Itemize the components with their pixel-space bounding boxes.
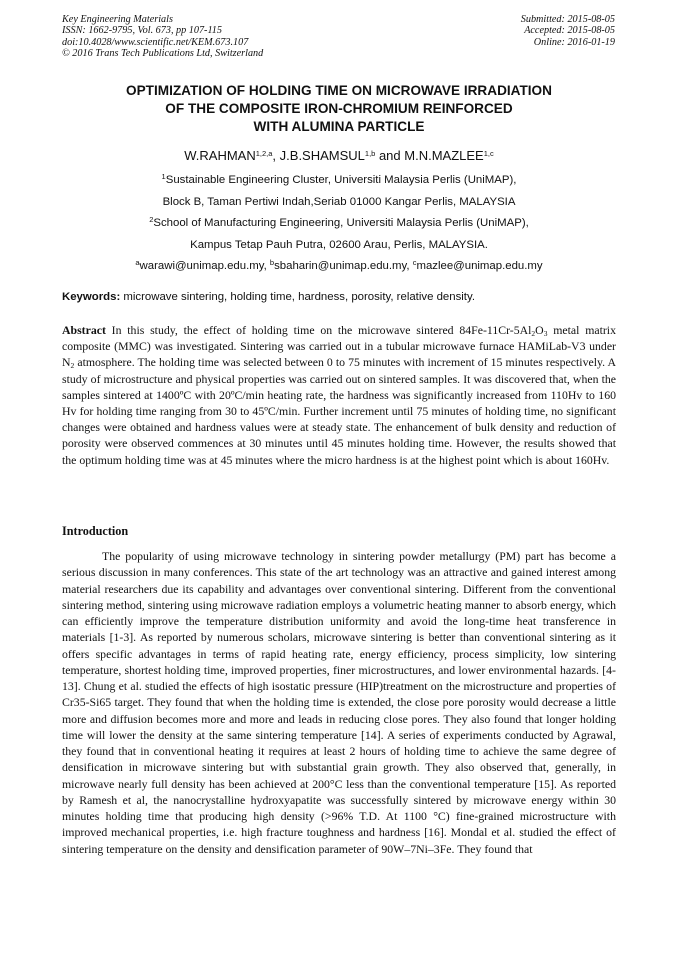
affiliations <box>62 170 616 278</box>
introduction-paragraph: The popularity of using microwave technology in sintering powder metallurgy (PM) part has become a serious discussion in many conferences. This state of the art technology was an attractive and gained interest among material researchers due its capability and advantages over conventional sintering. Different from the conventional sintering method, sintering using microwave radiation employs a volumetric heating manner to absorb energy, which can efficiently improve the temperature distribution uniformity and avoid the long-time heat transference in materials [1-3]. As reported by numerous scholars, microwave sintering is better than conventional sintering as it offers specific advantages in terms of rapid heating rate, energy efficiency, process simplicity, low sintering temperature, shortest holding time, improved properties, finer microstructures, and lower environmental hazards. [4-13]. Chung et al. studied the effects of high isostatic pressure (HIP)treatment on the microstructure and properties of Cr35-Si65 target. They found that when the holding time is extended, the close pore porosity would decrease a little more and diffusion becomes more and more and leads in reducing close pores. They also found that longer holding time will lower the density at the same sintering temperature [14]. A series of experiments conducted by Agrawal, they found that in conventional heating it requires at least 2 hours of holding time to achieve the same degree of densification in microwave sintering but with substantial grain growth. They also observed that, generally, in microwave nearly full density has been achieved at 200°C less than the conventional temperature [15]. As reported by Ramesh et al, the nanocrystalline hydroxyapatite was successfully sintered by microwave energy within 30 minutes holding time that producing high density (>96% T.D. At 1100 °C) fine-grained microstructure with improved mechanical properties, i.e. high fracture toughness and hardness [16]. Mondal et al. studied the effect of sintering temperature on the density and densification parameter of 90W–7Ni–3Fe. They found that <box>62 549 616 856</box>
author-separator: and <box>375 148 405 163</box>
subscript: 3 <box>543 329 548 338</box>
affiliation-text: Sustainable Engineering Cluster, Universiti Malaysia Perlis (UniMAP), <box>165 174 517 186</box>
title-line: OF THE COMPOSITE IRON-CHROMIUM REINFORCED <box>165 101 513 116</box>
author-name: J.B.SHAMSUL <box>279 148 365 163</box>
paper-title <box>62 82 616 136</box>
online-date: Online: 2016-01-19 <box>533 36 615 48</box>
journal-header-right <box>355 14 615 48</box>
email-line <box>62 256 616 278</box>
journal-name: Key Engineering Materials <box>62 14 173 25</box>
abstract-label: Abstract <box>62 323 106 337</box>
title-line: OPTIMIZATION OF HOLDING TIME ON MICROWAVE IRRADIATION <box>126 83 552 98</box>
submitted-date: Submitted: 2015-08-05 <box>520 14 615 25</box>
keywords-text: microwave sintering, holding time, hardness, porosity, relative density. <box>120 291 475 303</box>
email-marker: c <box>412 258 417 268</box>
author-affiliation-marker: 1,2,a <box>255 149 273 158</box>
subscript: 2 <box>531 329 536 338</box>
author-separator: , <box>272 148 280 163</box>
author-affiliation-marker: 1,c <box>483 149 494 158</box>
abstract-text: In this study, the effect of holding time on the microwave sintered 84Fe-11Cr-5Al <box>105 323 532 337</box>
abstract-text: O <box>535 323 544 337</box>
affiliation-marker: 2 <box>149 215 154 225</box>
abstract-text: atmosphere. The holding time was selected between 0 to 75 minutes with increment of 15 minutes respectively. A study of microstructure and physical properties was carried out on sintered samples. It was discovered that, when the samples sintered at 1400ºC with 20ºC/min heating rate, the hardness was significantly increased from 110Hv to 160 Hv for holding time ranging from 30 to 45ºC/min. Further increment until 75 minutes of holding time, no significant changes were obtained and hardness values were at steady state. The enhancement of bulk density and reduction of porosity were observed commences at 30 minutes until 45 minutes holding time. However, the results showed that the optimum holding time was at 45 minutes where the micro hardness is at the highest point which is about 160Hv. <box>62 355 616 467</box>
accepted-date: Accepted: 2015-08-05 <box>524 25 615 37</box>
email-marker: a <box>135 258 140 268</box>
affiliation-line: Block B, Taman Pertiwi Indah,Seriab 01000 Kangar Perlis, MALAYSIA <box>162 195 516 208</box>
journal-header-left <box>62 14 382 60</box>
author-list <box>62 148 616 164</box>
affiliation-line: Kampus Tetap Pauh Putra, 02600 Arau, Perlis, MALAYSIA. <box>190 238 488 251</box>
subscript: 2 <box>70 361 75 371</box>
author-name: W.RAHMAN <box>184 148 256 163</box>
email-link[interactable]: sbaharin@unimap.edu.my, <box>274 260 413 273</box>
journal-doi[interactable]: doi:10.4028/www.scientific.net/KEM.673.107 <box>62 36 249 48</box>
affiliation-line <box>62 170 616 192</box>
section-heading: Introduction <box>62 524 129 538</box>
email-link[interactable]: mazlee@unimap.edu.my <box>416 260 543 273</box>
journal-issn: ISSN: 1662-9795, Vol. 673, pp 107-115 <box>62 25 222 37</box>
author-name: M.N.MAZLEE <box>404 148 484 163</box>
abstract-text: metal matrix composite (MMC) was investigated. Sintering was carried out in a tubular microwave furnace HAMiLab-V3 under N <box>62 323 616 370</box>
keywords-label: Keywords: <box>62 291 121 303</box>
email-marker: b <box>269 258 275 268</box>
title-line: WITH ALUMINA PARTICLE <box>253 119 425 134</box>
keywords <box>62 290 616 304</box>
author-affiliation-marker: 1,b <box>364 149 376 158</box>
abstract <box>62 322 616 468</box>
journal-copyright: © 2016 Trans Tech Publications Ltd, Switzerland <box>62 48 264 60</box>
email-link[interactable]: warawi@unimap.edu.my, <box>139 260 270 273</box>
affiliation-text: School of Manufacturing Engineering, Universiti Malaysia Perlis (UniMAP), <box>153 217 529 230</box>
affiliation-marker: 1 <box>161 172 166 181</box>
affiliation-line <box>62 213 616 235</box>
